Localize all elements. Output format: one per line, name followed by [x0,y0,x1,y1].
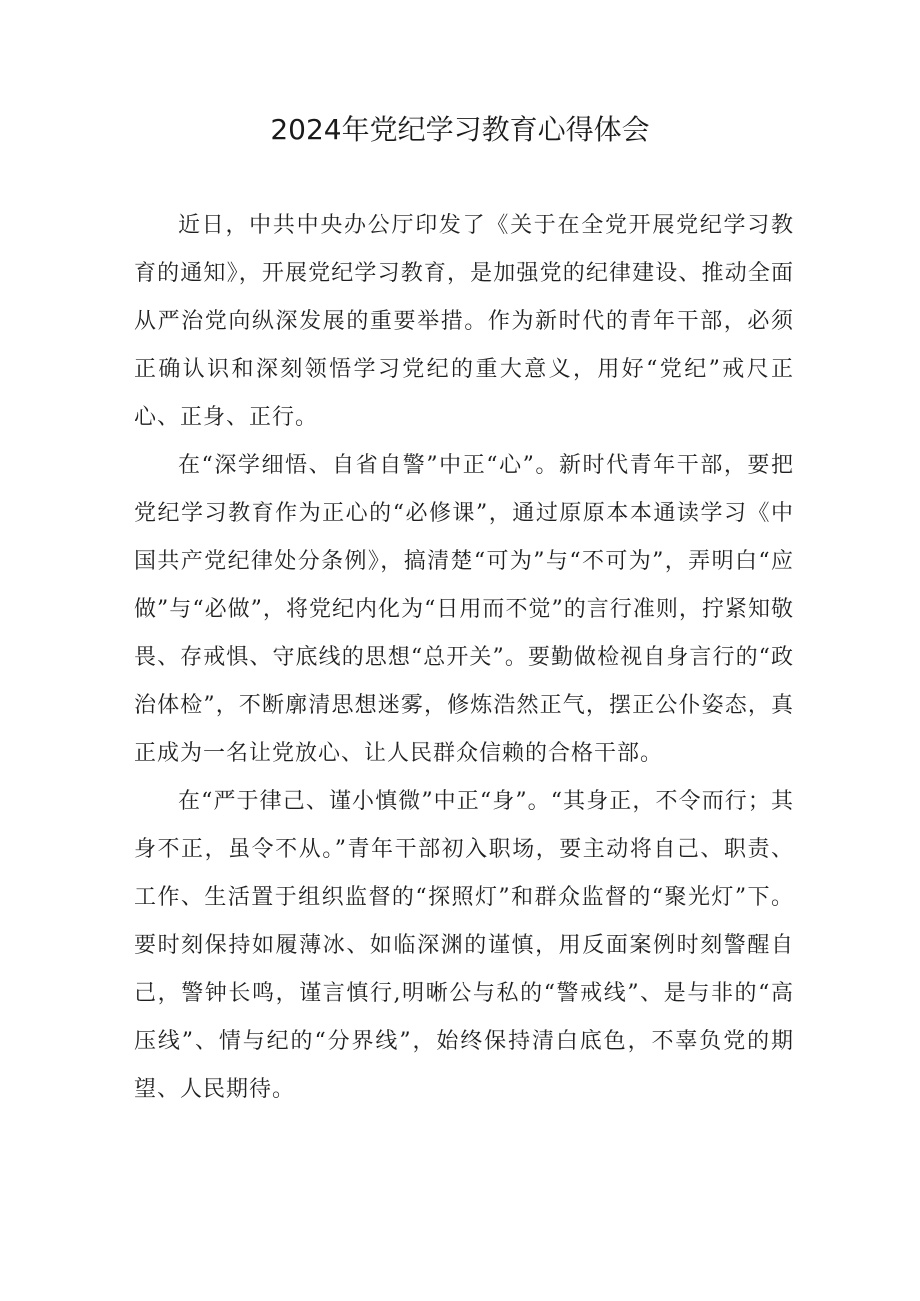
paragraph-3: 在“严于律己、谨小慎微”中正“身”。“其身正，不令而行；其身不正，虽令不从。”青年干部初入职场，要主动将自己、职责、工作、生活置于组织监督的“探照灯”和群众监督的“聚光灯”下。要时刻保持如履薄冰、如临深渊的谨慎，用反面案例时刻警醒自己，警钟长鸣，谨言慎行,明晰公与私的“警戒线”、是与非的“高压线”、情与纪的“分界线”，始终保持清白底色，不辜负党的期望、人民期待。 [134,789,794,1102]
paragraph-1: 近日，中共中央办公厅印发了《关于在全党开展党纪学习教育的通知》，开展党纪学习教育，是加强党的纪律建设、推动全面从严治党向纵深发展的重要举措。作为新时代的青年干部，必须正确认识和深刻领悟学习党纪的重大意义，用好“党纪”戒尺正心、正身、正行。 [134,213,794,430]
document-title: 2024年党纪学习教育心得体会 [270,113,650,146]
paragraph-2: 在“深学细悟、自省自警”中正“心”。新时代青年干部，要把党纪学习教育作为正心的“必修课”，通过原原本本通读学习《中国共产党纪律处分条例》，搞清楚“可为”与“不可为”，弄明白“应做”与“必做”，将党纪内化为“日用而不觉”的言行准则，拧紧知敬畏、存戒惧、守底线的思想“总开关”。要勤做检视自身言行的“政治体检”，不断廓清思想迷雾，修炼浩然正气，摆正公仆姿态，真正成为一名让党放心、让人民群众信赖的合格干部。 [134,453,794,766]
document-body [134,202,794,1114]
